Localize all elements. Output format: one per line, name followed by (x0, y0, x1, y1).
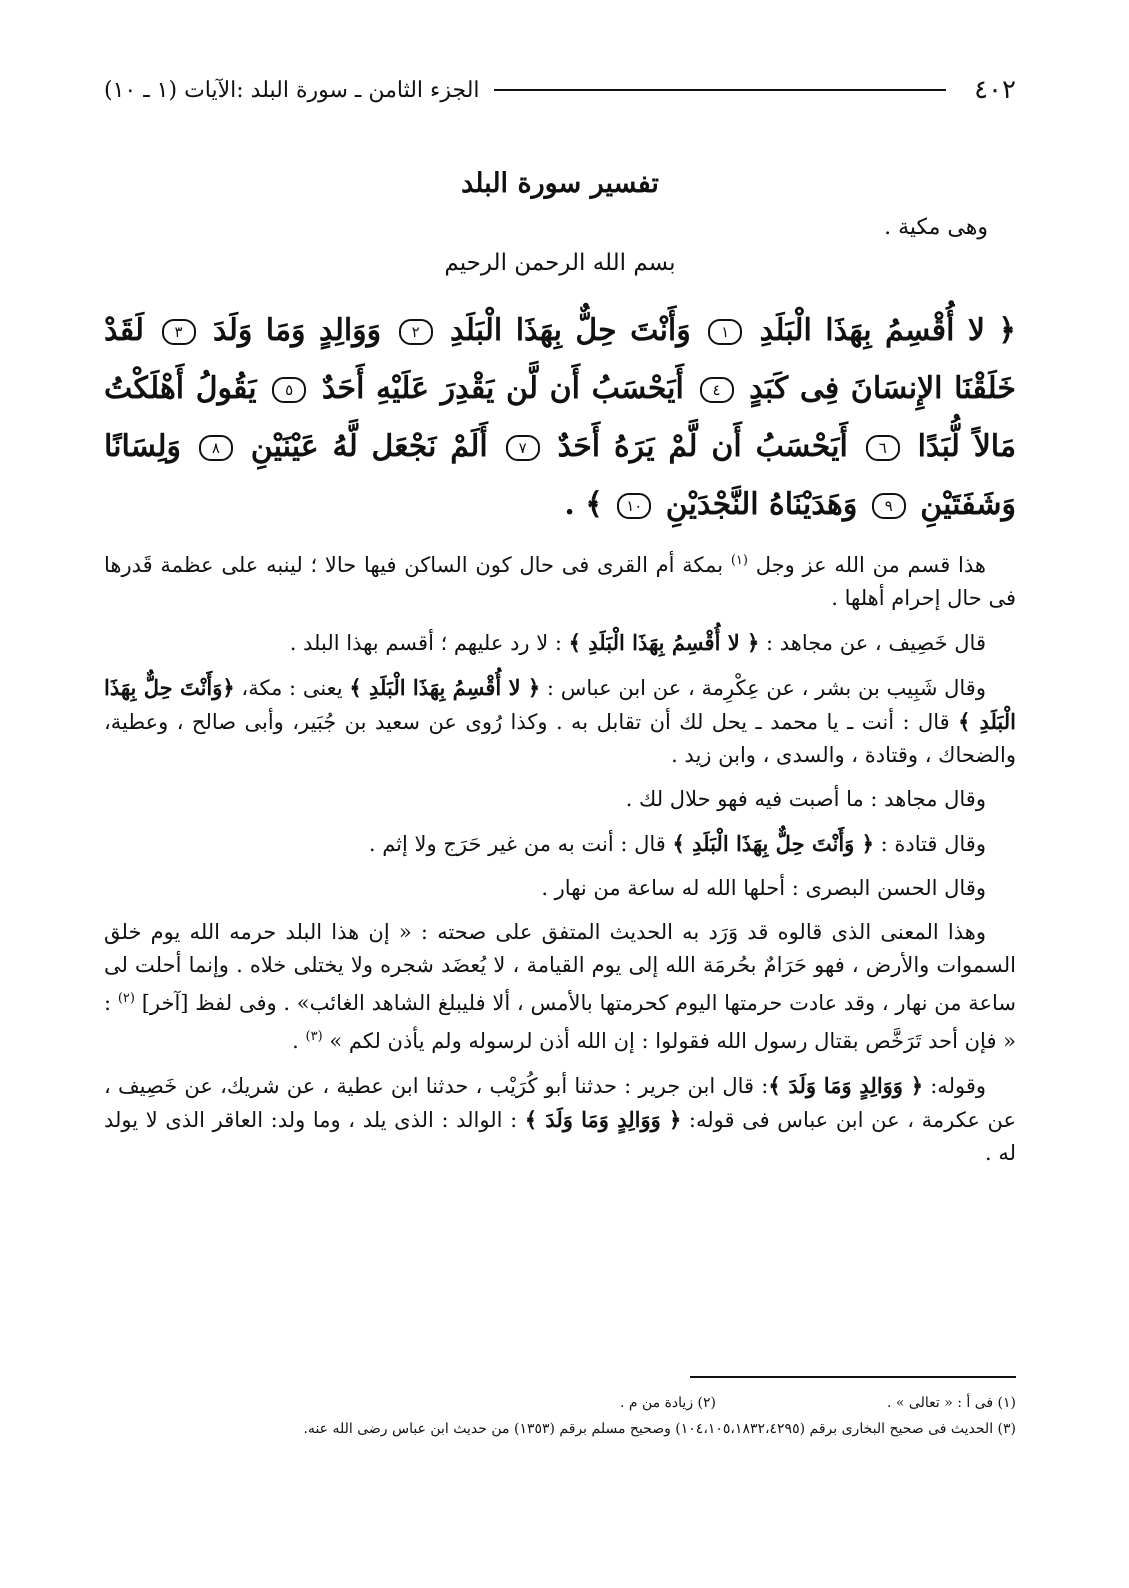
surah-title: تفسير سورة البلد (461, 168, 659, 199)
paragraph-text: : لا رد عليهم ؛ أقسم بهذا البلد . (289, 631, 569, 655)
verse-number-marker: ٩ (872, 493, 906, 519)
commentary-paragraph (104, 1069, 1016, 1170)
verse-text: يَقُولُ أَهْلَكْتُ مَالاً لُّبَدًا (104, 371, 1017, 464)
verse-text: وَوَالِدٍ وَمَا وَلَدَ (212, 313, 382, 348)
paragraph-text: قال خَصِيف ، عن مجاهد : (759, 631, 986, 655)
footnote-2: (٢) زيادة من م . (619, 1395, 716, 1411)
paragraph-text: وقال قتادة : (873, 832, 986, 856)
makki-note: وهى مكية . (884, 215, 988, 240)
footnote-ref: (٣) (305, 1029, 323, 1044)
header-verses-range: الآيات (١ ـ ١٠) (104, 77, 237, 103)
footnote-ref: (٢) (117, 991, 135, 1006)
quran-close-bracket: ﴾ . (564, 487, 603, 522)
commentary-paragraph (104, 544, 1016, 615)
commentary-paragraph (104, 827, 1016, 861)
paragraph-text: وقال الحسن البصرى : أحلها الله له ساعة من نهار . (541, 876, 986, 900)
paragraph-text: هذا قسم من الله عز وجل (747, 553, 986, 577)
commentary-paragraph (104, 872, 1016, 905)
footnote-separator (690, 1376, 1016, 1378)
commentary-paragraph (104, 916, 1016, 1058)
paragraph-text: : الوالد : الذى يلد ، وما ولد: العاقر الذى لا يولد له . (104, 1108, 1016, 1165)
verse-number-marker: ٧ (506, 435, 540, 461)
quran-quote: ﴿ وَوَالِدٍ وَمَا وَلَدَ ﴾ (524, 1107, 682, 1132)
paragraph-text: : « فإن أحد تَرَخَّص بقتال رسول الله فقولوا : إن الله أذن لرسوله ولم يأذن لكم » (104, 991, 1016, 1053)
verse-text: أَيَحْسَبُ أَن لَّمْ يَرَهُ أَحَدٌ (557, 429, 848, 464)
verse-number-marker: ٥ (272, 377, 306, 403)
verse-text: لا أُقْسِمُ بِهَذَا الْبَلَدِ (759, 313, 985, 348)
quran-quote: ﴿ لا أُقْسِمُ بِهَذَا الْبَلَدِ ﴾ (349, 675, 541, 700)
commentary-paragraph (104, 671, 1016, 772)
verse-number-marker: ٢ (399, 319, 433, 345)
verse-text: أَلَمْ نَجْعَل لَّهُ عَيْنَيْنِ (250, 429, 488, 464)
verse-text: وَلِسَانًا وَشَفَتَيْنِ (104, 429, 1016, 522)
quran-verses-block (104, 302, 1016, 534)
footnote-1: (١) فى أ : « تعالى » . (886, 1395, 1016, 1411)
paragraph-text: . (292, 1029, 306, 1053)
paragraph-text: يعنى : مكة، (234, 676, 350, 700)
quran-quote: ﴿ وَأَنْتَ حِلٌّ بِهَذَا الْبَلَدِ ﴾ (672, 831, 874, 856)
verse-number-marker: ١ (708, 319, 742, 345)
commentary-paragraph (104, 783, 1016, 816)
verse-text: لَقَدْ خَلَقْنَا الإِنسَانَ فِى كَبَدٍ (104, 313, 1016, 406)
page-body (104, 160, 1016, 1181)
header-rule (494, 89, 947, 91)
paragraph-text: وهذا المعنى الذى قالوه قد وَرَد به الحديث المتفق على صحته : « إن هذا البلد حرمه الله يوم خلق السموات والأرض ، فهو حَرَامٌ بحُرمَة الله إلى يوم القيامة ، لا يُعضَد شجره ولا يختلى خلاه . وإنما أحلت لى ساعة من نهار ، وقد عادت حرمتها اليوم كحرمتها بالأمس ، ألا فليبلغ الشاهد الغائب» . وفى لفظ [آخر] (104, 920, 1016, 1015)
footnotes (104, 1390, 1016, 1442)
quran-quote: ﴿وَأَنْتَ حِلٌّ بِهَذَا الْبَلَدِ ﴾ (104, 675, 1016, 734)
verse-text: وَهَدَيْنَاهُ النَّجْدَيْنِ (665, 487, 858, 522)
verse-number-marker: ٦ (866, 435, 900, 461)
footnote-3: (٣) الحديث فى صحيح البخارى برقم (١٠٤،١٠٥،١٨٣٢،٤٢٩٥) وصحيح مسلم برقم (١٣٥٣) من حديث ابن عباس رضى الله عنه. (303, 1421, 1016, 1437)
paragraph-text: وقال شَبِيب بن بشر ، عن عِكْرِمة ، عن ابن عباس : (540, 676, 986, 700)
verse-number-marker: ٤ (700, 377, 734, 403)
running-header (104, 72, 1016, 108)
quran-quote: ﴿ لا أُقْسِمُ بِهَذَا الْبَلَدِ ﴾ (568, 630, 760, 655)
header-title: الجزء الثامن ـ سورة البلد : (236, 77, 480, 103)
page-number: ٤٠٢ (974, 75, 1016, 105)
verse-number-marker: ٣ (162, 319, 196, 345)
paragraph-text: قال : أنت به من غير حَرَج ولا إثم . (368, 832, 673, 856)
verse-text: أَيَحْسَبُ أَن لَّن يَقْدِرَ عَلَيْهِ أَحَدٌ (321, 371, 684, 406)
paragraph-text: وقال مجاهد : ما أصبت فيه فهو حلال لك . (625, 787, 986, 811)
paragraph-text: : قال ابن جرير : حدثنا أبو كُرَيْب ، حدثنا ابن عطية ، عن شريك، عن خَصِيف ، عن عكرمة ، عن ابن عباس فى قوله: (104, 1074, 1016, 1132)
verse-number-marker: ٨ (199, 435, 233, 461)
verse-number-marker: ١٠ (617, 493, 651, 519)
footnote-ref: (١) (730, 553, 748, 568)
paragraph-text: قال : أنت ـ يا محمد ـ يحل لك أن تقابل به . وكذا رُوى عن سعيد بن جُبَير، وأبى صالح ، وعطية، والضحاك ، وقتادة ، والسدى ، وابن زيد . (104, 710, 1016, 767)
paragraph-text: بمكة أم القرى فى حال كون الساكن فيها حالا ؛ لينبه على عظمة قَدرها فى حال إحرام أهلها . (104, 553, 1016, 610)
paragraph-text: وقوله: (923, 1074, 986, 1098)
verse-text: وَأَنْتَ حِلٌّ بِهَذَا الْبَلَدِ (450, 313, 691, 348)
footnote-row (104, 1390, 1016, 1416)
commentary-paragraph (104, 626, 1016, 660)
quran-open-bracket: ﴿ (998, 313, 1016, 348)
basmala: بسم الله الرحمن الرحيم (444, 250, 676, 276)
quran-quote: ﴿ وَوَالِدٍ وَمَا وَلَدَ ﴾ (768, 1073, 924, 1098)
